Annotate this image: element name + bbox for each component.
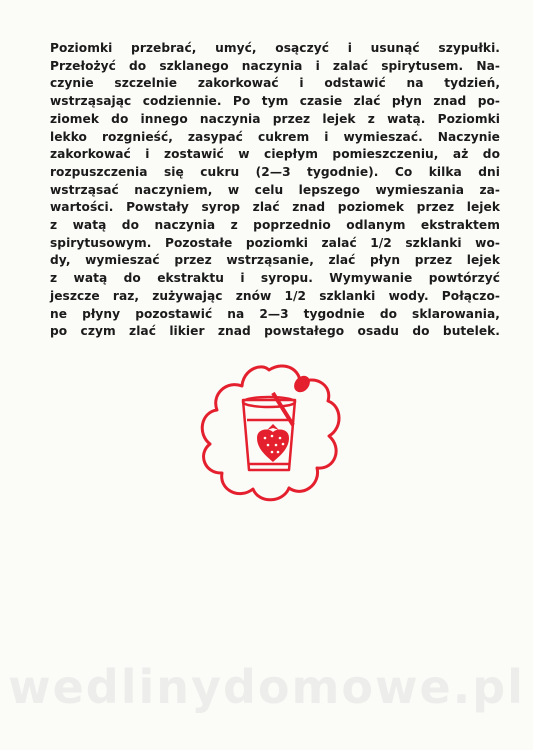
recipe-line: z watą do ekstraktu i syropu. Wymywanie powtórzyć xyxy=(50,271,500,286)
watermark: wedlinydomowe.pl xyxy=(8,660,525,714)
recipe-line: jeszcze raz, zużywając znów 1/2 szklanki wody. Połączo- xyxy=(50,288,500,303)
recipe-line: wartości. Powstały syrop zlać znad poziomek przez lejek xyxy=(50,200,500,215)
recipe-line: lekko rozgnieść, zasypać cukrem i wymieszać. Naczynie xyxy=(50,129,500,144)
recipe-text xyxy=(50,40,500,341)
recipe-line: wstrząsając codziennie. Po tym czasie zlać płyn znad po- xyxy=(50,94,500,109)
glass-with-strawberry-and-spoon-icon xyxy=(197,358,342,503)
strawberry-shape xyxy=(257,424,289,462)
recipe-line: Przełożyć do szklanego naczynia i zalać spirytusem. Na- xyxy=(50,58,500,73)
recipe-line: ne płyny pozostawić na 2—3 tygodnie do sklarowania, xyxy=(50,306,500,321)
recipe-line: czynie szczelnie zakorkować i odstawić na tydzień, xyxy=(50,76,500,91)
recipe-line: wstrząsać naczyniem, w celu lepszego wymieszania za- xyxy=(50,182,500,197)
recipe-line: zakorkować i zostawić w ciepłym pomieszczeniu, aż do xyxy=(50,147,500,162)
recipe-line: po czym zlać likier znad powstałego osadu do butelek. xyxy=(50,324,500,339)
recipe-line: z watą do naczynia z poprzednio odlanym ekstraktem xyxy=(50,218,500,233)
recipe-line: ziomek do innego naczynia przez lejek z watą. Poziomki xyxy=(50,111,500,126)
recipe-line: spirytusowym. Pozostałe poziomki zalać 1/2 szklanki wo- xyxy=(50,235,500,250)
recipe-line: dy, wymieszać przez wstrząsanie, zlać płyn przez lejek xyxy=(50,253,500,268)
recipe-line: rozpuszczenia się cukru (2—3 tygodnie). Co kilka dni xyxy=(50,164,500,179)
recipe-line: Poziomki przebrać, umyć, osączyć i usunąć szypułki. xyxy=(50,41,500,55)
